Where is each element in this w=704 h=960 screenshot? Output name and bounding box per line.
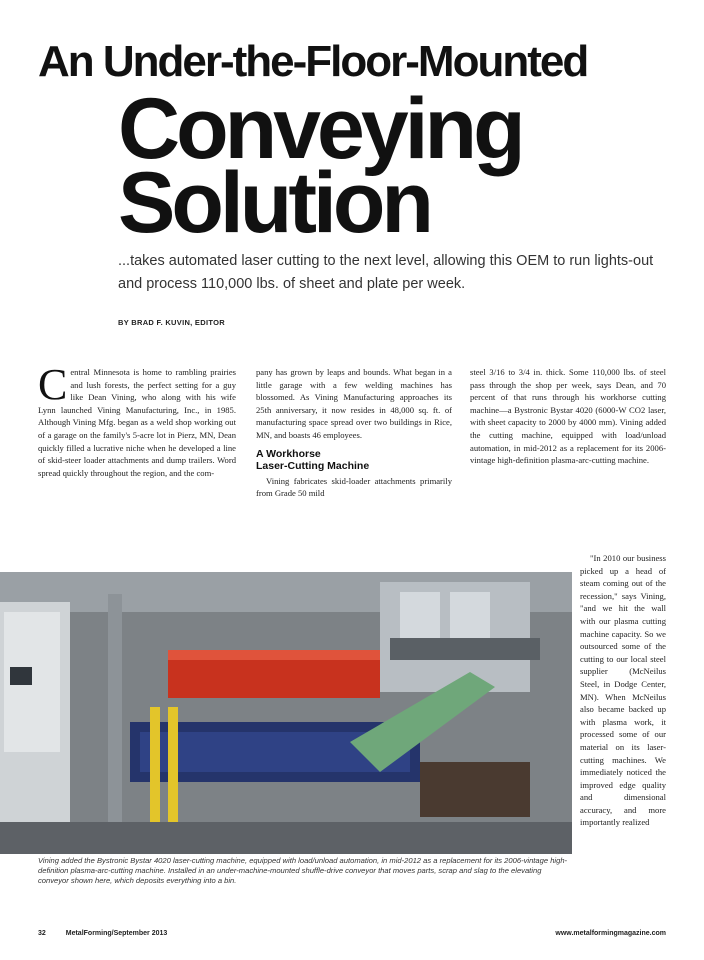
headline-line-2: Conveying	[118, 81, 522, 177]
column-2-text: pany has grown by leaps and bounds. What began in a little garage with a few welding machines has blossomed. As Vining Manufacturing approaches its 25th anniversary, it now resides in 48,000 sq. ft. of manufacturing space spread over two buildings in Rice, MN, and boasts 46 employees.	[256, 367, 452, 440]
photo-illustration	[0, 572, 572, 854]
laser-machine-photo	[0, 572, 572, 854]
column-2-text-after: Vining fabricates skid-loader attachments primarily from Grade 50 mild	[256, 475, 452, 499]
subhead-line-2: Laser-Cutting Machine	[256, 459, 370, 472]
website-link[interactable]: www.metalformingmagazine.com	[555, 930, 666, 937]
byline: BY BRAD F. KUVIN, EDITOR	[118, 318, 225, 327]
subhead-line-1: A Workhorse	[256, 447, 321, 460]
page-footer-left	[38, 930, 338, 937]
column-3-continued-text: "In 2010 our business picked up a head of steam coming out of the recession," says Vining, "and we hit the wall with our plasma cutting machine capacity. So we outsourced some of the cutting to our local steel supplier (McNeilus Steel, in Dodge Center, MN). When McNeilus also became backed up with plasma work, it processed some of our material on its laser-cutting machines. We immediately noticed the improved edge quality and dimensional accuracy, and more importantly realized	[580, 553, 666, 828]
column-1-text: entral Minnesota is home to rambling prairies and lush forests, the perfect setting for a guy like Dean Vining, who along with his wife Lynn launched Vining Manufacturing, Inc., in 1985. Although Vining Mfg. began as a weld shop working out of a garage on the family's 5-acre lot in Pierz, MN, Dean quickly filled a lucrative niche when he developed a line of skid-steer loader attachments and dump trailers. Word spread quickly throughout the region, and the com-	[38, 367, 236, 478]
drop-cap: C	[38, 366, 68, 409]
publication-name: MetalForming/September 2013	[65, 930, 168, 937]
headline-line-3: Solution	[118, 155, 430, 251]
section-subhead	[256, 448, 452, 472]
article-column-3-continued	[580, 552, 666, 906]
page-number: 32	[38, 930, 46, 937]
headline-line-1: An Under-the-Floor-Mounted	[38, 37, 588, 86]
article-deck: ...takes automated laser cutting to the next level, allowing this OEM to run lights-out and process 110,000 lbs. of sheet and plate per week.	[118, 253, 654, 292]
article-column-3	[470, 366, 666, 552]
photo-caption: Vining added the Bystronic Bystar 4020 laser-cutting machine, equipped with load/unload automation, in mid-2012 as a replacement for its 2006-vintage high-definition plasma-arc-cutting machine. Installed in an under-machine-mounted shuffle-drive conveyor that moves parts, scrap and slag to the elevating conveyor shown here, which deposits everything into a bin.	[38, 856, 568, 885]
column-3-text: steel 3/16 to 3/4 in. thick. Some 110,000 lbs. of steel pass through the shop per week, says Dean, and 70 percent of that runs through his workhorse cutting machine—a Bystronic Bystar 4020 (6000-W CO2 laser, with sheet capacity to 2000 by 4000 mm). Vining added the cutting machine, equipped with load/unload automation, in mid-2012 as a replacement for its 2006-vintage high-definition plasma-arc-cutting machine.	[470, 367, 666, 466]
article-column-1	[38, 366, 236, 576]
article-column-2	[256, 366, 452, 576]
